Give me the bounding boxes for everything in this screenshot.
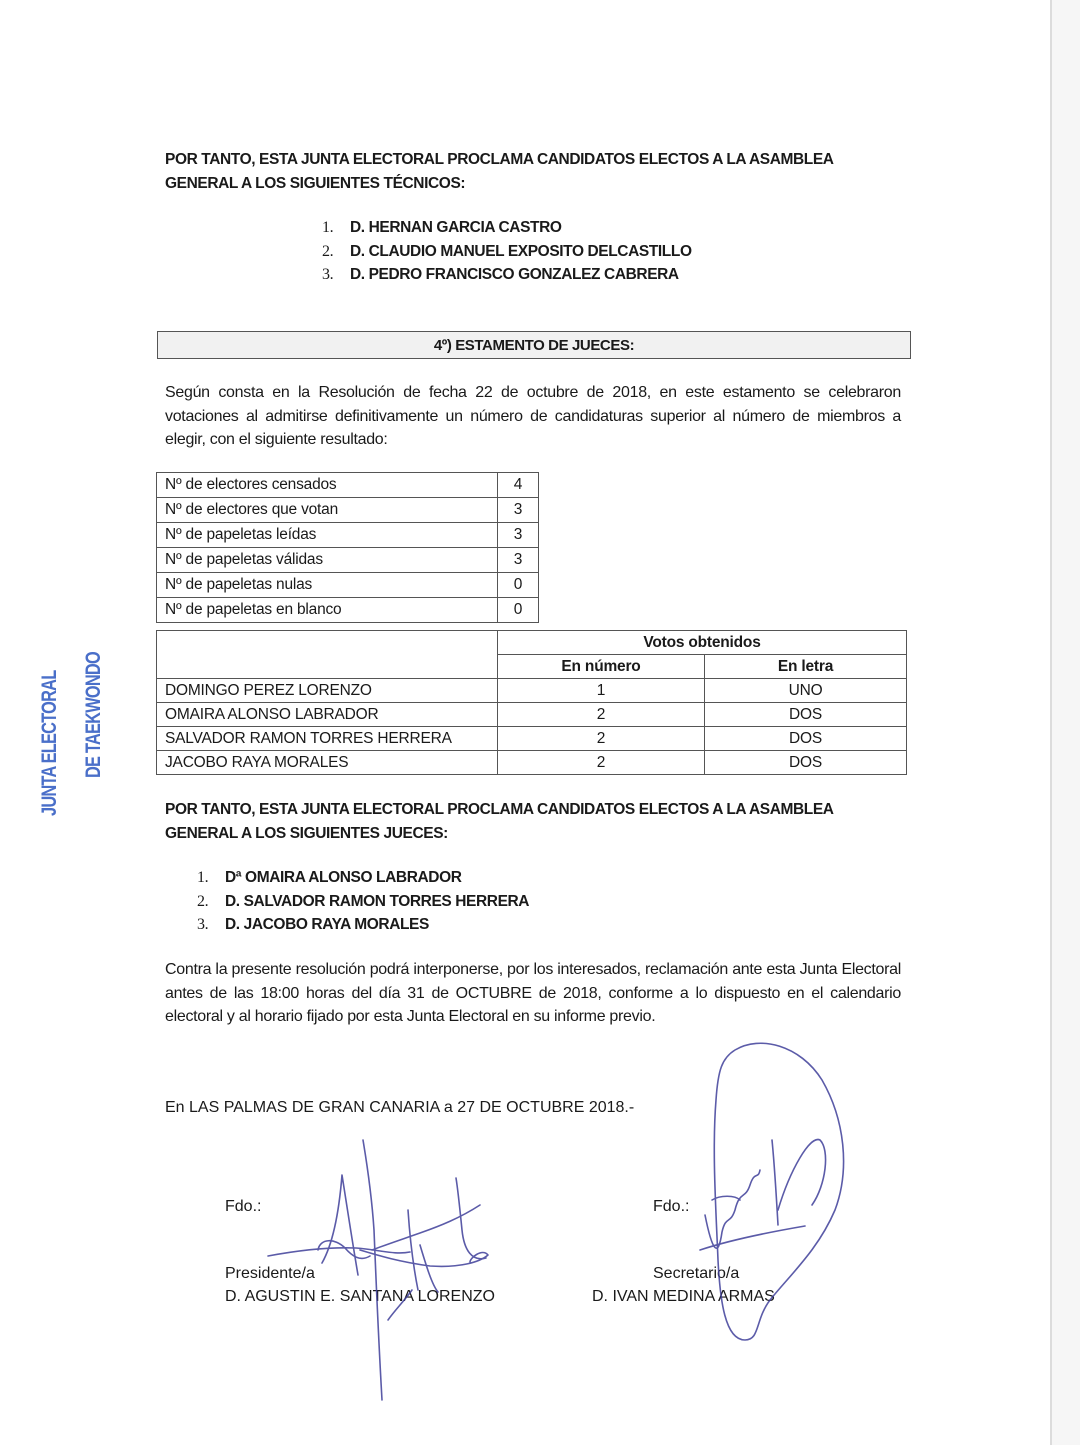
lugar-fecha: En LAS PALMAS DE GRAN CANARIA a 27 DE OCTUBRE 2018.-: [165, 1099, 635, 1116]
table-row: DOMINGO PEREZ LORENZO 1 UNO: [157, 679, 907, 703]
col-en-numero: En número: [498, 655, 705, 679]
list-item: 2. D. CLAUDIO MANUEL EXPOSITO DELCASTILLO: [322, 242, 692, 260]
table-row: JACOBO RAYA MORALES 2 DOS: [157, 751, 907, 775]
presidente-cargo: Presidente/a: [225, 1265, 315, 1282]
junta-electoral-stamp: JUNTA ELECTORAL DE TAEKWONDO: [38, 652, 105, 816]
table-row: Nº de papeletas en blanco 0: [157, 598, 539, 623]
table-row: SALVADOR RAMON TORRES HERRERA 2 DOS: [157, 727, 907, 751]
table-row: Nº de papeletas válidas 3: [157, 548, 539, 573]
col-en-letra: En letra: [705, 655, 907, 679]
jueces-heading: POR TANTO, ESTA JUNTA ELECTORAL PROCLAMA CANDIDATOS ELECTOS A LA ASAMBLEA GENERAL A LOS SIGUIENTES JUECES:: [165, 801, 834, 842]
list-item: 3. D. PEDRO FRANCISCO GONZALEZ CABRERA: [322, 266, 679, 283]
presidente-fdo: Fdo.:: [225, 1198, 262, 1215]
table-row: Nº de papeletas nulas 0: [157, 573, 539, 598]
secretario-fdo: Fdo.:: [653, 1198, 690, 1215]
table-row: Nº de electores censados 4: [157, 473, 539, 498]
list-item: 2. D. SALVADOR RAMON TORRES HERRERA: [197, 892, 530, 910]
reclamacion-paragraph: Contra la presente resolución podrá interponerse, por los interesados, reclamación ante esta Junta Electoral antes de las 18:00 horas del día 31 de OCTUBRE de 2018, conforme a lo dispuesto en el calendario electoral y al horario fijado por esta Junta Electoral en su informe previo.: [165, 961, 901, 1025]
table-row: OMAIRA ALONSO LABRADOR 2 DOS: [157, 703, 907, 727]
list-item: 1. D. HERNAN GARCIA CASTRO: [322, 219, 562, 236]
secretario-nombre: D. IVAN MEDINA ARMAS: [592, 1288, 775, 1305]
presidente-nombre: D. AGUSTIN E. SANTANA LORENZO: [225, 1288, 495, 1305]
list-item: 1. Dª OMAIRA ALONSO LABRADOR: [197, 869, 462, 886]
table-row: Nº de electores que votan 3: [157, 498, 539, 523]
secretario-cargo: Secretario/a: [653, 1265, 740, 1282]
list-item: 3. D. JACOBO RAYA MORALES: [197, 916, 429, 933]
section-title-jueces: 4º) ESTAMENTO DE JUECES:: [157, 331, 911, 359]
tecnicos-heading: POR TANTO, ESTA JUNTA ELECTORAL PROCLAMA CANDIDATOS ELECTOS A LA ASAMBLEA GENERAL A LOS SIGUIENTES TÉCNICOS:: [165, 151, 834, 192]
table-row: Nº de papeletas leídas 3: [157, 523, 539, 548]
jueces-intro: Según consta en la Resolución de fecha 22 de octubre de 2018, en este estamento se celebraron votaciones al admitirse definitivamente un número de candidaturas superior al número de miembros a elegir, con el siguiente resultado:: [165, 384, 901, 448]
votos-obtenidos-header: Votos obtenidos: [498, 631, 907, 655]
